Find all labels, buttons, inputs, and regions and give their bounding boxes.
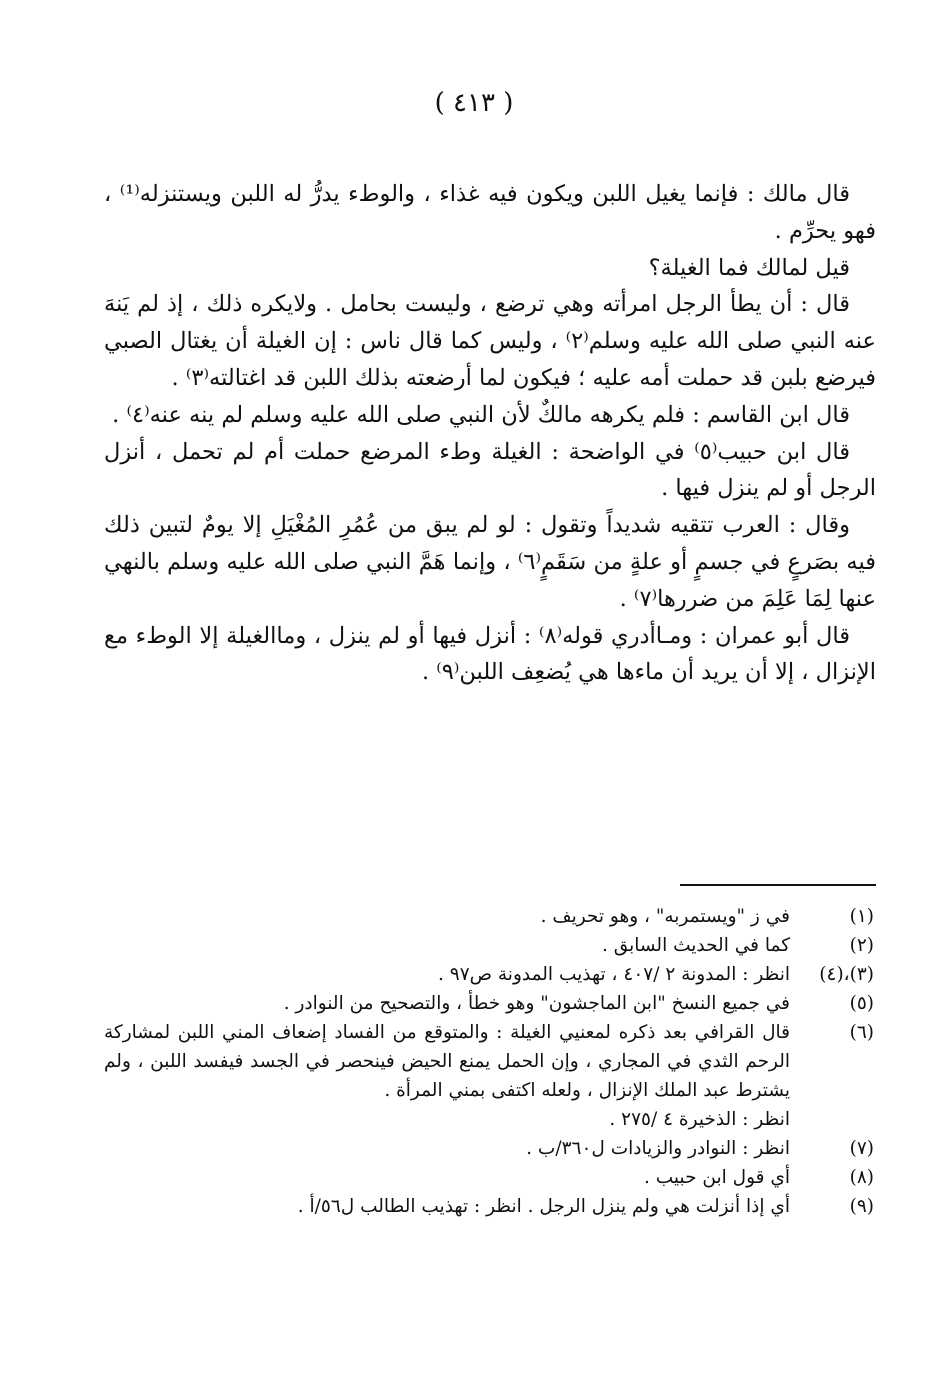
footnote-number: (٨)	[849, 1167, 874, 1188]
footnote-text	[104, 1018, 790, 1134]
footnote	[104, 960, 876, 989]
footnote	[104, 931, 876, 960]
footnote-text	[104, 1163, 790, 1192]
footnote-number: (١)	[849, 906, 874, 927]
page-number: ( ٤١٣ )	[434, 88, 514, 118]
paragraph: قال أبو عمران : ومـاأدري قوله⁽٨⁾ : أنزل فيها أو لم ينزل ، وماالغيلة إلا الوطء مع الإنزال ، إلا أن يريد أن ماءها هي يُضعِف اللبن⁽٩⁾ .	[104, 622, 876, 686]
paragraph: وقال : العرب تتقيه شديداً وتقول : لو لم يبق من عُمُرِ المُغْيَلِ إلا يومٌ لتبين ذلك فيه بصَرعٍ في جسمٍ أو علةٍ من سَقَمٍ⁽٦⁾ ، وإنما هَمَّ النبي صلى الله عليه وسلم بالنهي عنها لِمَا عَلِمَ من ضررها⁽٧⁾ .	[104, 512, 876, 612]
footnote-text	[104, 989, 790, 1018]
footnote-text	[104, 1192, 790, 1221]
footnote	[104, 1134, 876, 1163]
paragraph: قال مالك : فإنما يغيل اللبن ويكون فيه غذاء ، والوطء يدرُّ له اللبن ويستنزله⁽¹⁾ ، فهو يحرِّم .	[104, 181, 876, 244]
footnote-number: (٩)	[849, 1196, 874, 1217]
paragraph: قال : أن يطأ الرجل امرأته وهي ترضع ، وليست بحامل . ولايكره ذلك ، إذ لم يَنهَ عنه النبي صلى الله عليه وسلم⁽٢⁾ ، وليس كما قال ناس : إن الغيلة أن يغتال الصبي فيرضع بلبن قد حملت أمه عليه ؛ فيكون لما أرضعته بذلك اللبن قد اغتالته⁽٣⁾ .	[104, 291, 876, 391]
footnote-separator	[680, 884, 876, 886]
footnote	[104, 1163, 876, 1192]
footnote-number: (٢)	[849, 935, 874, 956]
footnote-line: انظر : النوادر والزيادات ل٣٦٠/ب .	[526, 1138, 790, 1159]
footnote-line: قال القرافي بعد ذكره لمعنيي الغيلة : والمتوقع من الفساد إضعاف المني اللبن لمشاركة الرحم الثدي في المجاري ، وإن الحمل يمنع الحيض فينحصر في الجسد فيفسد اللبن ، ولم يشترط عبد الملك الإنزال ، ولعله اكتفى بمني المرأة .	[104, 1022, 790, 1101]
footnote	[104, 1018, 876, 1134]
footnote-text	[104, 1134, 790, 1163]
footnote	[104, 902, 876, 931]
footnote-line: أي قول ابن حبيب .	[643, 1167, 790, 1188]
footnote	[104, 989, 876, 1018]
main-body-text	[104, 176, 876, 691]
footnote-number: (٦)	[849, 1022, 874, 1043]
footnote-text	[104, 960, 790, 989]
footnote-line: في ز "ويستمربه" ، وهو تحريف .	[540, 906, 790, 927]
footnote	[104, 1192, 876, 1221]
paragraph: قال ابن القاسم : فلم يكرهه مالكٌ لأن النبي صلى الله عليه وسلم لم ينه عنه⁽٤⁾ .	[112, 401, 850, 428]
footnotes-section	[104, 902, 876, 1221]
footnote-line: كما في الحديث السابق .	[601, 935, 790, 956]
footnote-number: (٥)	[849, 993, 874, 1014]
footnote-line: في جميع النسخ "ابن الماجشون" وهو خطأ ، والتصحيح من النوادر .	[283, 993, 790, 1014]
paragraph: قيل لمالك فما الغيلة؟	[648, 254, 850, 281]
footnote-line: انظر : الذخيرة ٤ /٢٧٥ .	[609, 1109, 790, 1130]
footnote-line: انظر : المدونة ٢ /٤٠٧ ، تهذيب المدونة ص٩٧ .	[438, 964, 790, 985]
paragraph: قال ابن حبيب⁽٥⁾ في الواضحة : الغيلة وطء المرضع حملت أم لم تحمل ، أنزل الرجل أو لم ينزل فيها .	[104, 438, 876, 502]
footnote-line: أي إذا أنزلت هي ولم ينزل الرجل . انظر : تهذيب الطالب ل٥٦/أ .	[297, 1196, 790, 1217]
footnote-number: (٧)	[849, 1138, 874, 1159]
footnote-text	[104, 931, 790, 960]
footnote-number: (٣)،(٤)	[819, 964, 874, 985]
footnote-text	[104, 902, 790, 931]
